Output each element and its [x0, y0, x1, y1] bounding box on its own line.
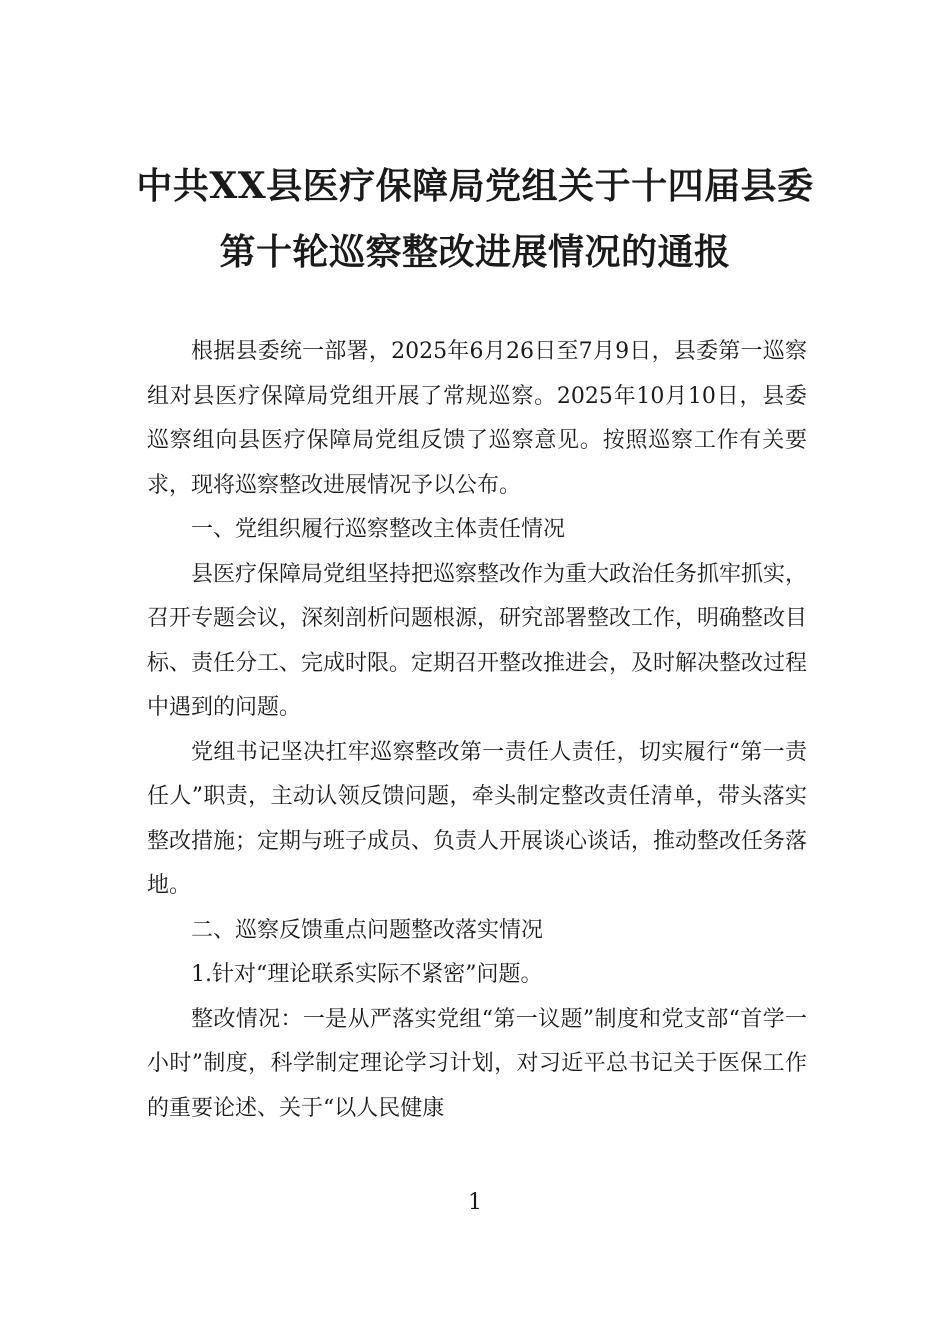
- paragraph-intro: 根据县委统一部署，2025年6月26日至7月9日，县委第一巡察组对县医疗保障局党组开展了常规巡察。2025年10月10日，县委巡察组向县医疗保障局党组反馈了巡察意见。按照巡察工作有关要求，现将巡察整改进展情况予以公布。: [147, 339, 807, 498]
- document-title-line-2: 第十轮巡察整改进展情况的通报: [219, 231, 731, 273]
- subsection-heading: 1.针对“理论联系实际不紧密”问题。: [191, 962, 543, 987]
- section-heading-2: 二、巡察反馈重点问题整改落实情况: [191, 917, 544, 943]
- paragraph: 整改情况：一是从严落实党组“第一议题”制度和党支部“首学一小时”制度，科学制定理论学习计划，对习近平总书记关于医保工作的重要论述、关于“以人民健康: [147, 1006, 807, 1121]
- section-heading-1: 一、党组织履行巡察整改主体责任情况: [191, 517, 566, 542]
- paragraph: 县医疗保障局党组坚持把巡察整改作为重大政治任务抓牢抓实，召开专题会议，深刻剖析问题根源，研究部署整改工作，明确整改目标、责任分工、完成时限。定期召开整改推进会，及时解决整改过程中遇到的问题。: [147, 561, 808, 720]
- document-title-line-1: 中共XX县医疗保障局党组关于十四届县委: [136, 165, 814, 207]
- page-number: 1: [468, 1190, 482, 1215]
- document-body: [147, 330, 807, 1131]
- paragraph: 党组书记坚决扛牢巡察整改第一责任人责任，切实履行“第一责任人”职责，主动认领反馈问题，牵头制定整改责任清单，带头落实整改措施；定期与班子成员、负责人开展谈心谈话，推动整改任务落地。: [147, 739, 808, 898]
